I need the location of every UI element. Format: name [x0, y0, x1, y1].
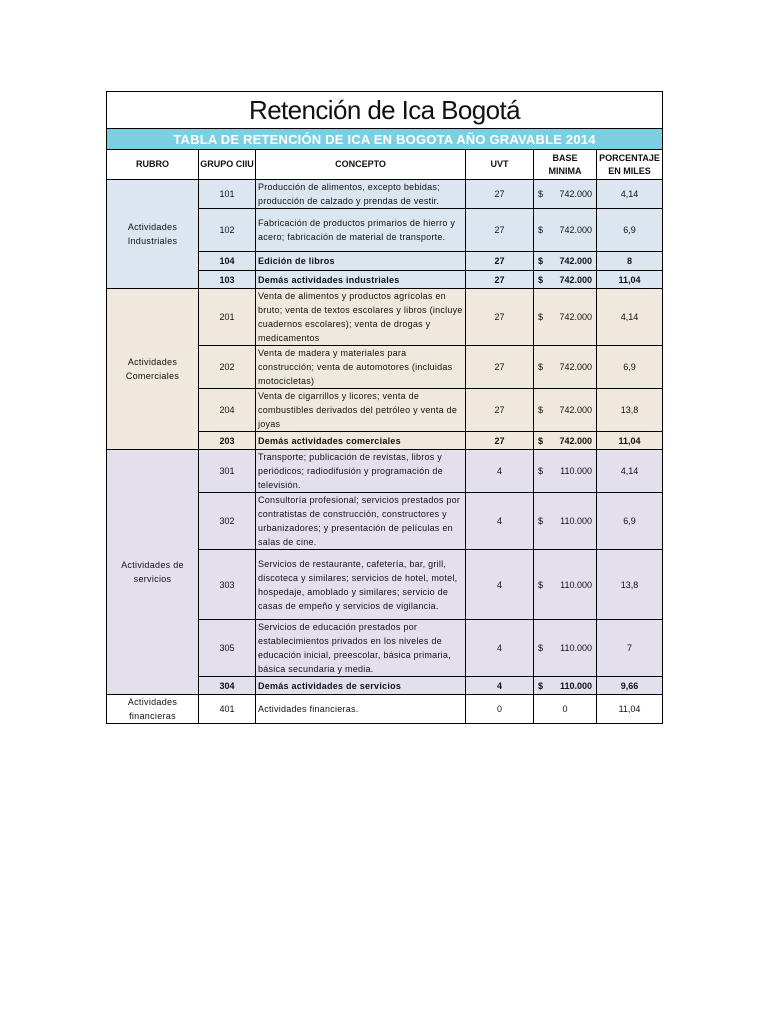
porcentaje-cell: 11,04 [597, 271, 663, 289]
base-amount: 742.000 [559, 189, 592, 199]
concepto-cell: Demás actividades comerciales [256, 432, 466, 450]
base-amount: 742.000 [559, 225, 592, 235]
grupo-ciiu-cell: 305 [199, 620, 256, 677]
porcentaje-cell: 4,14 [597, 450, 663, 493]
porcentaje-cell: 6,9 [597, 209, 663, 252]
porcentaje-cell: 13,8 [597, 389, 663, 432]
porcentaje-cell: 11,04 [597, 432, 663, 450]
base-minima-cell [534, 180, 597, 209]
header-rubro: RUBRO [107, 150, 199, 180]
concepto-cell: Venta de alimentos y productos agrícolas en bruto; venta de textos escolares y libros (incluye cuadernos escolares); venta de drogas y medicamentos [256, 289, 466, 346]
uvt-cell: 4 [466, 620, 534, 677]
grupo-ciiu-cell: 102 [199, 209, 256, 252]
header-base-minima [534, 150, 597, 180]
currency-symbol: $ [538, 680, 544, 691]
porcentaje-cell: 7 [597, 620, 663, 677]
concepto-cell: Venta de cigarrillos y licores; venta de combustibles derivados del petróleo y venta de joyas [256, 389, 466, 432]
porcentaje-cell: 9,66 [597, 677, 663, 695]
concepto-cell: Actividades financieras. [256, 695, 466, 724]
base-amount: 742.000 [559, 435, 592, 446]
grupo-ciiu-cell: 202 [199, 346, 256, 389]
base-amount: 742.000 [559, 362, 592, 372]
concepto-cell: Fabricación de productos primarios de hierro y acero; fabricación de material de transporte. [256, 209, 466, 252]
header-concepto: CONCEPTO [256, 150, 466, 180]
base-amount: 742.000 [559, 312, 592, 322]
concepto-cell: Servicios de educación prestados por establecimientos privados en los niveles de educación inicial, preescolar, básica primaria, básica secundaria y media. [256, 620, 466, 677]
porcentaje-cell: 6,9 [597, 346, 663, 389]
base-minima-cell [534, 289, 597, 346]
rubro-cell: Actividades Industriales [107, 180, 199, 289]
uvt-cell: 27 [466, 432, 534, 450]
uvt-cell: 27 [466, 180, 534, 209]
concepto-cell: Demás actividades de servicios [256, 677, 466, 695]
grupo-ciiu-cell: 201 [199, 289, 256, 346]
base-minima-cell [534, 432, 597, 450]
base-minima-cell [534, 346, 597, 389]
grupo-ciiu-cell: 103 [199, 271, 256, 289]
uvt-cell: 4 [466, 550, 534, 620]
currency-symbol: $ [538, 274, 544, 285]
header-pct-line2: EN MILES [608, 165, 651, 176]
porcentaje-cell: 4,14 [597, 180, 663, 209]
base-amount: 110.000 [560, 643, 592, 653]
header-row [107, 150, 663, 180]
currency-symbol: $ [538, 579, 544, 590]
header-uvt: UVT [466, 150, 534, 180]
rubro-cell: Actividades financieras [107, 695, 199, 724]
grupo-ciiu-cell: 204 [199, 389, 256, 432]
grupo-ciiu-cell: 401 [199, 695, 256, 724]
grupo-ciiu-cell: 303 [199, 550, 256, 620]
uvt-cell: 27 [466, 289, 534, 346]
retention-sheet [106, 91, 662, 724]
concepto-cell: Edición de libros [256, 252, 466, 271]
uvt-cell: 27 [466, 271, 534, 289]
table-row [107, 289, 663, 346]
base-amount: 110.000 [560, 516, 592, 526]
base-amount: 110.000 [560, 579, 592, 590]
base-amount: 742.000 [559, 256, 592, 266]
concepto-cell: Demás actividades industriales [256, 271, 466, 289]
subtitle-row [107, 129, 663, 150]
header-base-line2: MINIMA [548, 165, 582, 176]
currency-symbol: $ [538, 516, 544, 526]
base-minima-cell [534, 493, 597, 550]
table-subtitle: TABLA DE RETENCIÓN DE ICA EN BOGOTA AÑO GRAVABLE 2014 [107, 129, 663, 150]
base-amount: 742.000 [559, 274, 592, 285]
uvt-cell: 27 [466, 389, 534, 432]
porcentaje-cell: 11,04 [597, 695, 663, 724]
currency-symbol: $ [538, 405, 544, 415]
base-minima-cell [534, 620, 597, 677]
currency-symbol: $ [538, 225, 544, 235]
grupo-ciiu-cell: 301 [199, 450, 256, 493]
uvt-cell: 4 [466, 450, 534, 493]
header-base-line1: BASE [552, 152, 578, 163]
base-minima-cell [534, 677, 597, 695]
uvt-cell: 0 [466, 695, 534, 724]
currency-symbol: $ [538, 362, 544, 372]
base-minima-cell [534, 252, 597, 271]
base-minima-cell [534, 271, 597, 289]
header-porcentaje [597, 150, 663, 180]
uvt-cell: 27 [466, 346, 534, 389]
base-amount: 742.000 [559, 405, 592, 415]
concepto-cell: Transporte; publicación de revistas, libros y periódicos; radiodifusión y programación de televisión. [256, 450, 466, 493]
currency-symbol: $ [538, 466, 544, 476]
base-minima-cell [534, 695, 597, 724]
title-row [107, 92, 663, 129]
currency-symbol: $ [538, 643, 544, 653]
base-amount: 110.000 [559, 680, 592, 691]
table-row [107, 180, 663, 209]
uvt-cell: 4 [466, 493, 534, 550]
base-minima-cell [534, 550, 597, 620]
table-row [107, 450, 663, 493]
grupo-ciiu-cell: 101 [199, 180, 256, 209]
header-pct-line1: PORCENTAJE [599, 152, 660, 163]
currency-symbol: $ [538, 312, 544, 322]
uvt-cell: 27 [466, 209, 534, 252]
grupo-ciiu-cell: 304 [199, 677, 256, 695]
porcentaje-cell: 6,9 [597, 493, 663, 550]
base-minima-cell [534, 450, 597, 493]
grupo-ciiu-cell: 104 [199, 252, 256, 271]
uvt-cell: 4 [466, 677, 534, 695]
rubro-cell: Actividades de servicios [107, 450, 199, 695]
base-minima-cell [534, 389, 597, 432]
concepto-cell: Servicios de restaurante, cafetería, bar, grill, discoteca y similares; servicios de hotel, motel, hospedaje, amoblado y similares; servicio de casas de empeño y servicios de vigilancia. [256, 550, 466, 620]
table-row [107, 695, 663, 724]
concepto-cell: Venta de madera y materiales para construcción; venta de automotores (incluidas motocicletas) [256, 346, 466, 389]
base-amount: 0 [562, 704, 568, 714]
rubro-cell: Actividades Comerciales [107, 289, 199, 450]
grupo-ciiu-cell: 302 [199, 493, 256, 550]
concepto-cell: Producción de alimentos, excepto bebidas; producción de calzado y prendas de vestir. [256, 180, 466, 209]
porcentaje-cell: 4,14 [597, 289, 663, 346]
currency-symbol: $ [538, 435, 544, 446]
base-minima-cell [534, 209, 597, 252]
header-grupo-ciiu: GRUPO CIIU [199, 150, 256, 180]
page-title: Retención de Ica Bogotá [107, 92, 663, 129]
porcentaje-cell: 8 [597, 252, 663, 271]
grupo-ciiu-cell: 203 [199, 432, 256, 450]
uvt-cell: 27 [466, 252, 534, 271]
currency-symbol: $ [538, 256, 544, 266]
concepto-cell: Consultoría profesional; servicios prestados por contratistas de construcción, constructores y urbanizadores; y presentación de películas en salas de cine. [256, 493, 466, 550]
base-amount: 110.000 [560, 466, 592, 476]
currency-symbol: $ [538, 189, 544, 199]
retention-table [106, 91, 663, 724]
porcentaje-cell: 13,8 [597, 550, 663, 620]
